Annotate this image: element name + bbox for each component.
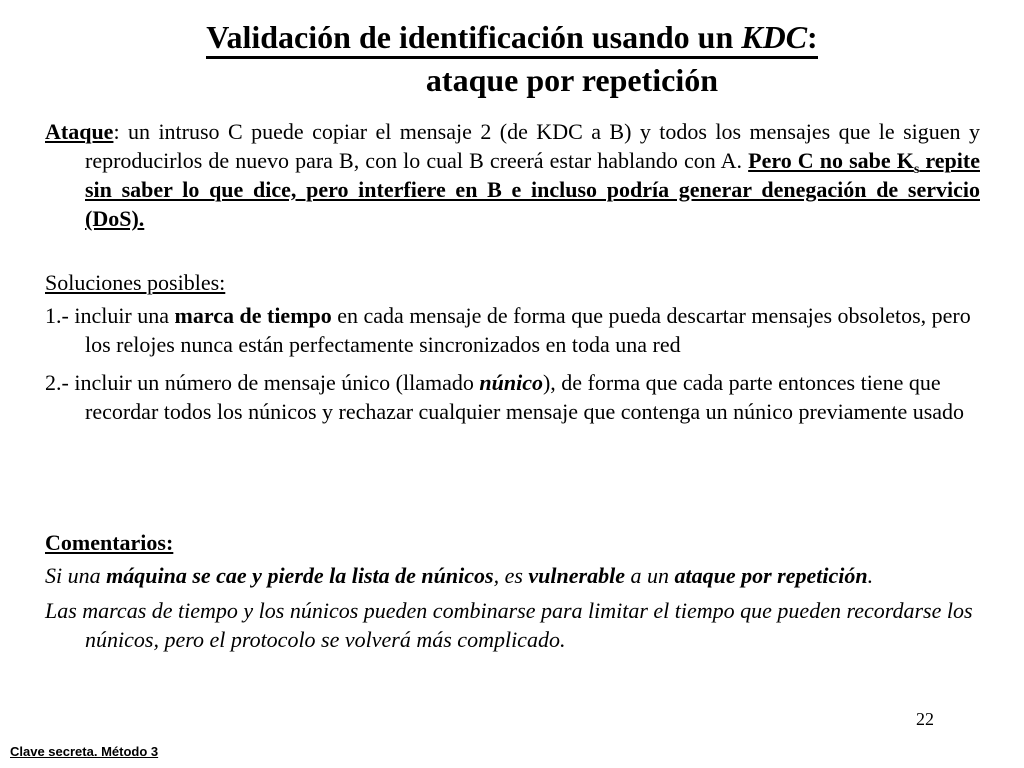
comment-1-t4: . — [867, 563, 874, 588]
comment-1-b1: máquina se cae y pierde la lista de núnicos — [106, 563, 494, 588]
comment-1-t3: a un — [624, 563, 675, 588]
comments-heading: Comentarios: — [45, 530, 174, 555]
title-line-1 — [206, 19, 817, 59]
solution-item-1 — [45, 301, 980, 359]
solution-2-suffix: ), de forma que cada parte entonces tiene que recordar todos los núnicos y rechazar cualquier mensaje que contenga un núnico previamente usado — [85, 370, 965, 424]
solution-1-prefix: 1.- incluir una — [45, 303, 175, 328]
attack-paragraph — [45, 117, 980, 233]
comment-1-b2: vulnerable — [528, 563, 625, 588]
solution-1-suffix: en cada mensaje de forma que pueda descartar mensajes obsoletos, pero los relojes nunca están perfectamente sincronizados en toda una red — [85, 303, 971, 357]
solution-1-bold: marca de tiempo — [174, 303, 332, 328]
attack-desc: : un intruso C puede copiar el mensaje 2 (de KDC a B) y todos los mensajes que le siguen y reproducirlos de nuevo para B, con lo cual B creerá estar hablando con A. — [85, 119, 980, 173]
title-line-2: ataque por repetición — [425, 62, 719, 98]
title-colon: : — [807, 19, 818, 55]
attack-text — [45, 117, 980, 233]
title-kdc: KDC — [741, 19, 808, 55]
attack-subscript: s — [913, 162, 920, 177]
comment-1-b3: ataque por repetición — [674, 563, 868, 588]
comments-section — [45, 528, 980, 654]
title-prefix: Validación de identificación usando un — [206, 19, 742, 55]
footer-link[interactable]: Clave secreta. Método 3 — [10, 744, 159, 759]
comment-2: Las marcas de tiempo y los núnicos pueden combinarse para limitar el tiempo que pueden recordarse los núnicos, pero el protocolo se volverá más complicado. — [45, 598, 973, 652]
comment-1-t1: Si una — [45, 563, 107, 588]
solutions-section — [45, 268, 980, 426]
solution-2-bolditalic: núnico — [479, 370, 543, 395]
page-number: 22 — [916, 709, 934, 729]
solution-item-2 — [45, 368, 980, 426]
attack-bold-1 — [748, 148, 920, 177]
solution-2-prefix: 2.- incluir un número de mensaje único (llamado — [45, 370, 480, 395]
attack-bold-2: repite sin saber lo que dice, pero interfiere en B e incluso podría generar denegación de servicio (DoS). — [85, 148, 980, 231]
slide-title — [0, 18, 1024, 99]
attack-label: Ataque — [45, 119, 114, 144]
solutions-heading: Soluciones posibles: — [45, 270, 226, 295]
comment-1 — [45, 561, 980, 590]
comment-1-t2: , es — [493, 563, 529, 588]
attack-bold-1-text: Pero C no sabe K — [748, 148, 914, 173]
